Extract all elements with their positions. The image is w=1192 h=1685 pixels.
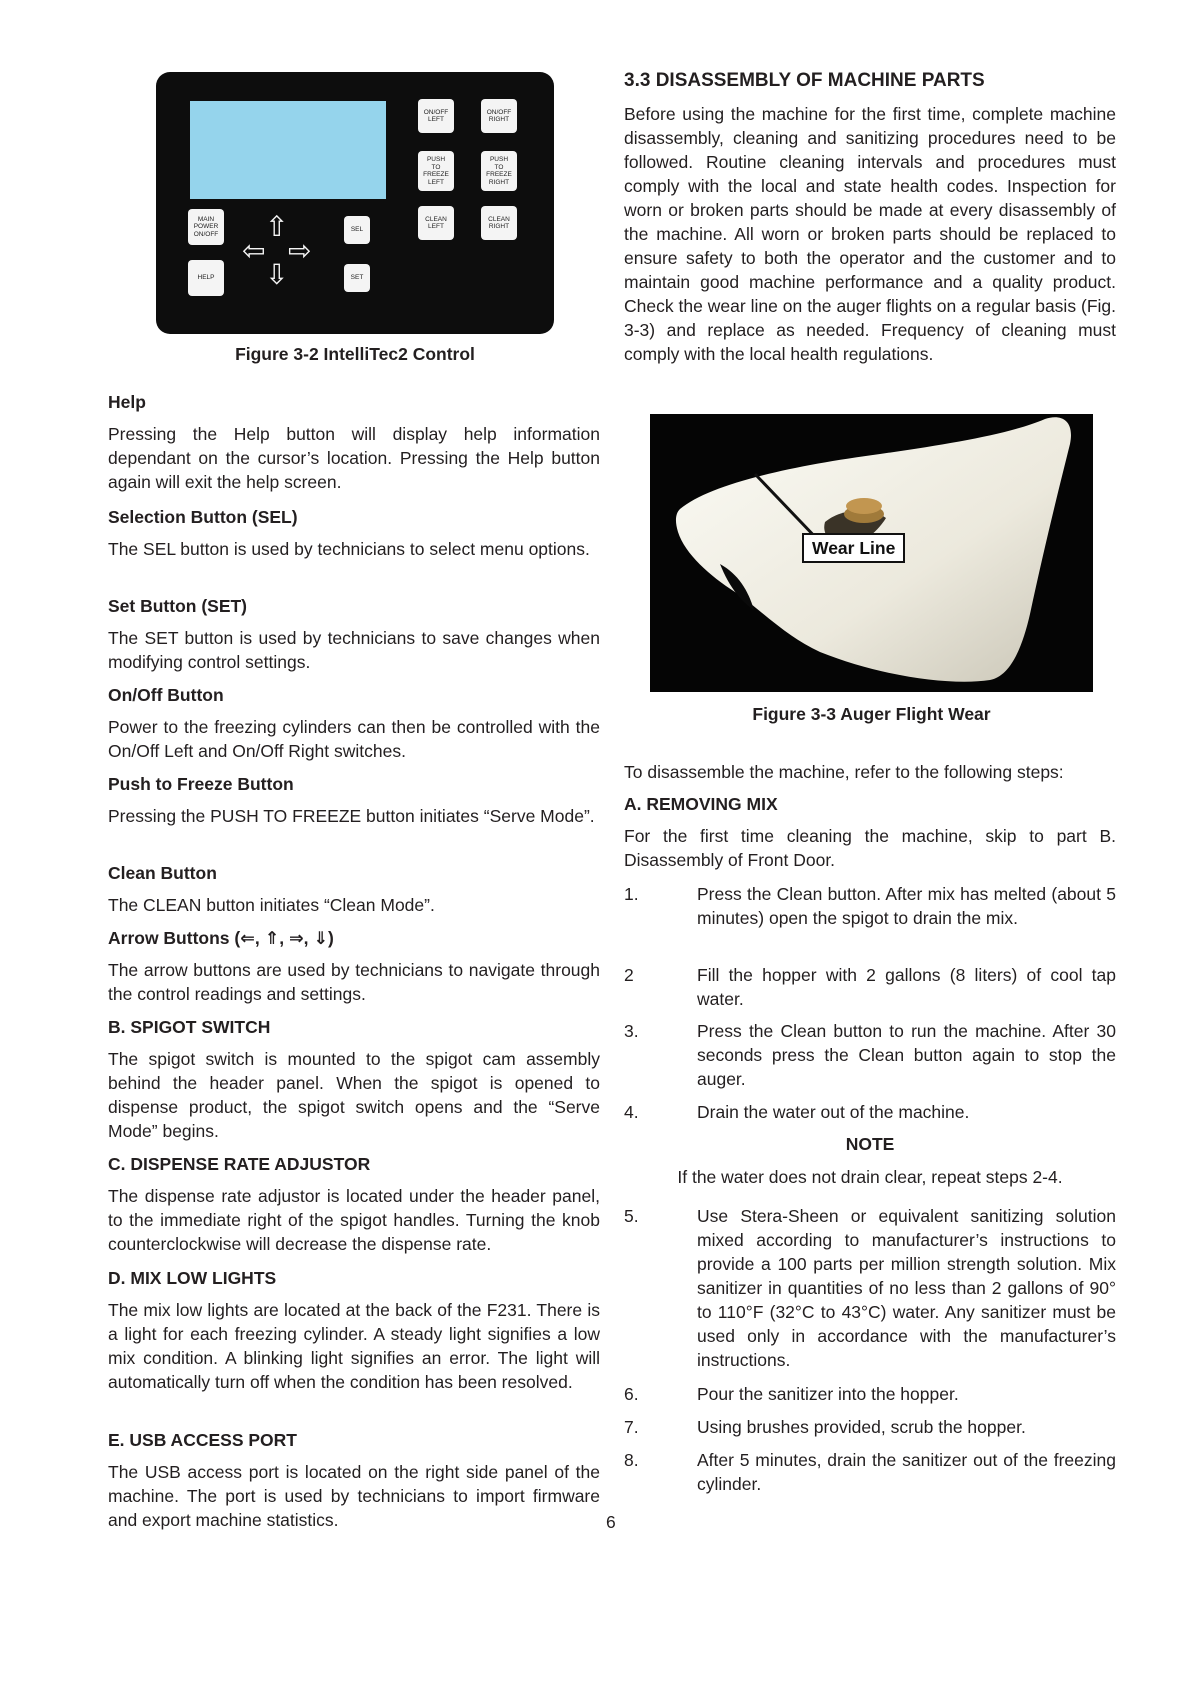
clean-left-key: CLEAN LEFT: [418, 206, 454, 240]
dispense-heading: C. DISPENSE RATE ADJUSTOR: [108, 1154, 371, 1174]
sel-heading: Selection Button (SEL): [108, 507, 298, 527]
set-key: SET: [344, 264, 370, 292]
push-to-freeze-left-key: PUSH TO FREEZE LEFT: [418, 151, 454, 191]
intellitec2-control-panel: [156, 72, 554, 334]
list-item: 8. After 5 minutes, drain the sanitizer out of the freezing cylinder.: [624, 1450, 1116, 1494]
arrow-down-icon: ⇩: [265, 259, 289, 290]
control-display-screen: [190, 101, 386, 199]
clean-right-key: CLEAN RIGHT: [481, 206, 517, 240]
list-item: 7. Using brushes provided, scrub the hopper.: [624, 1417, 1026, 1437]
figure-3-3-caption: Figure 3-3 Auger Flight Wear: [752, 704, 991, 724]
arrow-left-icon: ⇦: [242, 235, 266, 266]
usb-body: The USB access port is located on the right side panel of the machine. The port is used by technicians to import firmware and export machine statistics.: [108, 1462, 600, 1530]
mixlow-body: The mix low lights are located at the back of the F231. There is a light for each freezing cylinder. A steady light signifies a low mix condition. A blinking light signifies an error. The light will automatically turn off when the condition has been resolved.: [108, 1300, 600, 1392]
list-item: 2 Fill the hopper with 2 gallons (8 liters) of cool tap water.: [624, 965, 1116, 1009]
set-body: The SET button is used by technicians to save changes when modifying control settings.: [108, 628, 600, 672]
help-key: HELP: [188, 260, 224, 296]
push-body: Pressing the PUSH TO FREEZE button initiates “Serve Mode”.: [108, 806, 595, 826]
list-item: 6. Pour the sanitizer into the hopper.: [624, 1384, 959, 1404]
list-item: 4. Drain the water out of the machine.: [624, 1102, 970, 1122]
arrow-right-icon: ⇨: [288, 235, 312, 266]
usb-heading: E. USB ACCESS PORT: [108, 1430, 297, 1450]
list-item: 1. Press the Clean button. After mix has melted (about 5 minutes) open the spigot to drain the mix.: [624, 884, 1116, 928]
note-text: If the water does not drain clear, repeat steps 2-4.: [677, 1167, 1063, 1187]
arrow-up-icon: ⇧: [265, 211, 289, 242]
clean-body: The CLEAN button initiates “Clean Mode”.: [108, 895, 435, 915]
page-number: 6: [606, 1512, 616, 1532]
clean-heading: Clean Button: [108, 863, 217, 883]
list-item: 5. Use Stera-Sheen or equivalent sanitizing solution mixed according to manufacturer’s instructions to provide a 100 parts per million strength solution. Mix sanitizer in quantities of no less than 2 gallons of 90° to 110°F (32°C to 43°C) water. Any sanitizer must be used only in accordance with the manufacturer’s instructions.: [624, 1206, 1116, 1370]
main-power-key: MAIN POWER ON/OFF: [188, 209, 224, 245]
note-heading: NOTE: [845, 1134, 895, 1154]
onoff-left-key: ON/OFF LEFT: [418, 99, 454, 133]
list-item: 3. Press the Clean button to run the machine. After 30 seconds press the Clean button again to stop the auger.: [624, 1021, 1116, 1089]
onoff-body: Power to the freezing cylinders can then be controlled with the On/Off Left and On/Off Right switches.: [108, 717, 600, 761]
spigot-heading: B. SPIGOT SWITCH: [108, 1017, 271, 1037]
sel-body: The SEL button is used by technicians to select menu options.: [108, 539, 590, 559]
part-a-intro: For the first time cleaning the machine, skip to part B. Disassembly of Front Door.: [624, 826, 1116, 870]
push-heading: Push to Freeze Button: [108, 774, 294, 794]
section-heading: 3.3 DISASSEMBLY OF MACHINE PARTS: [624, 70, 985, 91]
figure-3-2-caption: Figure 3-2 IntelliTec2 Control: [235, 344, 475, 364]
help-heading: Help: [108, 392, 146, 412]
onoff-heading: On/Off Button: [108, 685, 224, 705]
spigot-body: The spigot switch is mounted to the spigot cam assembly behind the header panel. When the spigot is opened to dispense product, the spigot switch opens and the “Serve Mode” begins.: [108, 1049, 600, 1141]
dispense-body: The dispense rate adjustor is located under the header panel, to the immediate right of the spigot handles. Turning the knob counterclockwise will decrease the dispense rate.: [108, 1186, 600, 1254]
steps-intro: To disassemble the machine, refer to the following steps:: [624, 762, 1064, 782]
arrows-body: The arrow buttons are used by technicians to navigate through the control readings and settings.: [108, 960, 600, 1004]
part-a-heading: A. REMOVING MIX: [624, 794, 778, 814]
mixlow-heading: D. MIX LOW LIGHTS: [108, 1268, 277, 1288]
arrows-heading: Arrow Buttons (⇐, ⇑, ⇒, ⇓): [108, 928, 334, 948]
wear-line-label: Wear Line: [802, 533, 905, 563]
onoff-right-key: ON/OFF RIGHT: [481, 99, 517, 133]
push-to-freeze-right-key: PUSH TO FREEZE RIGHT: [481, 151, 517, 191]
help-body: Pressing the Help button will display help information dependant on the cursor’s location. Pressing the Help button again will exit the help screen.: [108, 424, 600, 492]
auger-flight-photo: [650, 414, 1093, 692]
section-intro: Before using the machine for the first time, complete machine disassembly, cleaning and sanitizing procedures need to be followed. Routine cleaning intervals and procedures must comply with the local and state health codes. Inspection for worn or broken parts should be made at every disassembly of the machine. All worn or broken parts should be replaced to ensure safety to both the operator and the customer and to maintain good machine performance and a quality product. Check the wear line on the auger flights on a regular basis (Fig. 3-3) and replace as needed. Frequency of cleaning must comply with the local health regulations.: [624, 104, 1116, 364]
set-heading: Set Button (SET): [108, 596, 248, 616]
sel-key: SEL: [344, 216, 370, 244]
